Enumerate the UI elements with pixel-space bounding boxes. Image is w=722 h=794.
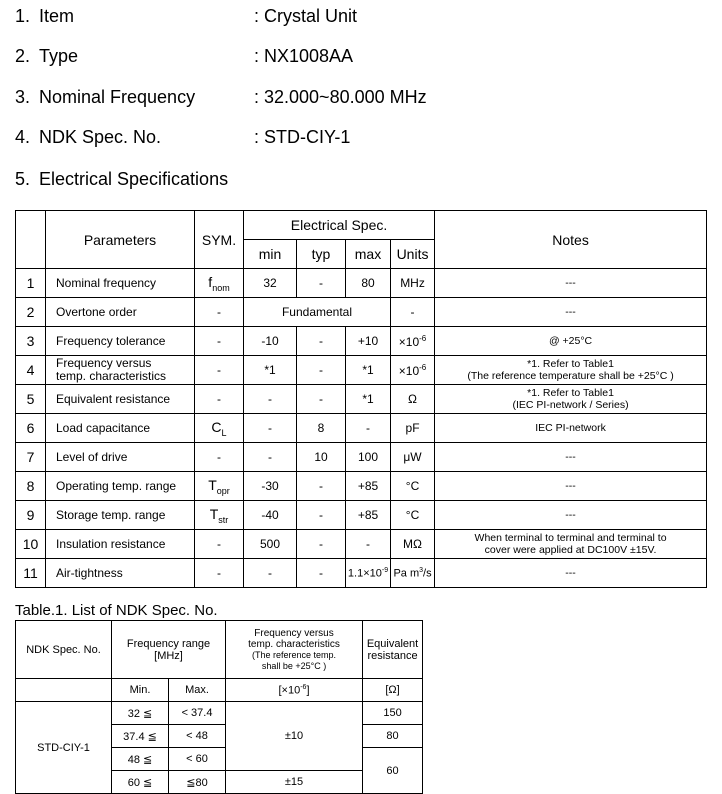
header-typ: typ bbox=[297, 240, 346, 269]
row-max: +85 bbox=[346, 501, 391, 530]
row-parameter: Air-tightness bbox=[46, 559, 195, 588]
row-fundamental: Fundamental bbox=[244, 298, 391, 327]
row-symbol: - bbox=[195, 356, 244, 385]
table-row bbox=[16, 472, 707, 501]
row-notes: --- bbox=[435, 501, 707, 530]
header-max: max bbox=[346, 240, 391, 269]
header-electrical-spec: Electrical Spec. bbox=[244, 211, 435, 240]
row-symbol: - bbox=[195, 443, 244, 472]
row-notes: --- bbox=[435, 269, 707, 298]
row-number: 7 bbox=[16, 443, 46, 472]
frequency-num: 3. bbox=[15, 87, 31, 107]
row-parameter: Overtone order bbox=[46, 298, 195, 327]
row-symbol: - bbox=[195, 530, 244, 559]
row-typ: - bbox=[297, 269, 346, 298]
row-parameter: Storage temp. range bbox=[46, 501, 195, 530]
row-unit: MHz bbox=[391, 269, 435, 298]
row-symbol: $f_{nom}$ bbox=[195, 269, 244, 298]
spec-no-label: NDK Spec. No. bbox=[39, 127, 162, 147]
row-parameter: Frequency versus temp. characteristics bbox=[46, 356, 195, 385]
table-row bbox=[16, 414, 707, 443]
row-max: $1.1\times 10^{-9}$ bbox=[346, 559, 391, 588]
row-unit: - bbox=[391, 298, 435, 327]
ndk-spec-table bbox=[15, 620, 423, 794]
t1-header-spec: NDK Spec. No. bbox=[16, 621, 112, 679]
row-min: - bbox=[244, 414, 297, 443]
row-unit: $\times 10^{-6}$ bbox=[391, 327, 435, 356]
item-line bbox=[15, 6, 358, 27]
t1-max: < 48 bbox=[169, 725, 226, 748]
row-number: 6 bbox=[16, 414, 46, 443]
t1-fvt-b: ±15 bbox=[226, 771, 363, 794]
row-unit: $\times 10^{-6}$ bbox=[391, 356, 435, 385]
header-sym: SYM. bbox=[195, 211, 244, 269]
electrical-label: Electrical Specifications bbox=[39, 169, 229, 189]
row-symbol: $C_L$ bbox=[195, 414, 244, 443]
electrical-spec-table bbox=[15, 210, 707, 588]
row-symbol: $T_{opr}$ bbox=[195, 472, 244, 501]
row-max: - bbox=[346, 414, 391, 443]
row-number: 3 bbox=[16, 327, 46, 356]
row-typ: - bbox=[297, 472, 346, 501]
row-parameter: Insulation resistance bbox=[46, 530, 195, 559]
item-num: 1. bbox=[15, 6, 31, 26]
header-units: Units bbox=[391, 240, 435, 269]
t1-header-freq: Frequency range [MHz] bbox=[112, 621, 226, 679]
row-min: - bbox=[244, 385, 297, 414]
header-parameters: Parameters bbox=[46, 211, 195, 269]
header-min: min bbox=[244, 240, 297, 269]
row-typ: 10 bbox=[297, 443, 346, 472]
row-parameter: Level of drive bbox=[46, 443, 195, 472]
row-min: -40 bbox=[244, 501, 297, 530]
t1-eq-c: 60 bbox=[363, 748, 423, 794]
item-label: Item bbox=[39, 6, 75, 26]
spec-no-line bbox=[15, 127, 351, 148]
frequency-line bbox=[15, 87, 427, 108]
row-typ: - bbox=[297, 356, 346, 385]
row-number: 2 bbox=[16, 298, 46, 327]
row-notes: IEC PI-network bbox=[435, 414, 707, 443]
t1-max: < 37.4 bbox=[169, 702, 226, 725]
row-unit: Pa $m^3/s$ bbox=[391, 559, 435, 588]
t1-spec-no: STD-CIY-1 bbox=[16, 702, 112, 794]
table-row bbox=[16, 443, 707, 472]
spec-no-num: 4. bbox=[15, 127, 31, 147]
row-max: +10 bbox=[346, 327, 391, 356]
type-line bbox=[15, 46, 354, 67]
row-notes: --- bbox=[435, 298, 707, 327]
t1-min: 37.4 ≦ bbox=[112, 725, 169, 748]
row-min: *1 bbox=[244, 356, 297, 385]
t1-header-fvt: Frequency versus temp. characteristics (The reference temp. shall be +25°C ) bbox=[226, 621, 363, 679]
row-typ: - bbox=[297, 327, 346, 356]
row-typ: - bbox=[297, 501, 346, 530]
row-min: 32 bbox=[244, 269, 297, 298]
t1-blank-cell bbox=[16, 679, 112, 702]
row-symbol: $T_{str}$ bbox=[195, 501, 244, 530]
electrical-line bbox=[15, 169, 228, 190]
row-min: - bbox=[244, 559, 297, 588]
row-number: 1 bbox=[16, 269, 46, 298]
row-symbol: - bbox=[195, 385, 244, 414]
row-notes: @ +25°C bbox=[435, 327, 707, 356]
table-row bbox=[16, 269, 707, 298]
t1-min: 48 ≦ bbox=[112, 748, 169, 771]
header-no-cell bbox=[16, 211, 46, 269]
row-unit: °C bbox=[391, 472, 435, 501]
row-typ: - bbox=[297, 530, 346, 559]
row-number: 10 bbox=[16, 530, 46, 559]
t1-min: 60 ≦ bbox=[112, 771, 169, 794]
row-parameter: Operating temp. range bbox=[46, 472, 195, 501]
row-notes: --- bbox=[435, 443, 707, 472]
row-unit: μW bbox=[391, 443, 435, 472]
type-label: Type bbox=[39, 46, 79, 66]
row-notes: --- bbox=[435, 559, 707, 588]
row-min: 500 bbox=[244, 530, 297, 559]
row-typ: 8 bbox=[297, 414, 346, 443]
table-row bbox=[16, 356, 707, 385]
row-symbol: - bbox=[195, 298, 244, 327]
row-parameter: Equivalent resistance bbox=[46, 385, 195, 414]
row-unit: pF bbox=[391, 414, 435, 443]
t1-eq-b: 80 bbox=[363, 725, 423, 748]
t1-min: 32 ≦ bbox=[112, 702, 169, 725]
row-unit: Ω bbox=[391, 385, 435, 414]
t1-eq-a: 150 bbox=[363, 702, 423, 725]
table-row bbox=[16, 530, 707, 559]
table-row bbox=[16, 327, 707, 356]
row-max: *1 bbox=[346, 385, 391, 414]
table1-caption: Table.1. List of NDK Spec. No. bbox=[15, 602, 218, 619]
frequency-value: : 32.000~80.000 MHz bbox=[254, 87, 427, 107]
row-typ: - bbox=[297, 385, 346, 414]
row-number: 4 bbox=[16, 356, 46, 385]
row-max: +85 bbox=[346, 472, 391, 501]
table-row bbox=[16, 298, 707, 327]
row-parameter: Frequency tolerance bbox=[46, 327, 195, 356]
frequency-label: Nominal Frequency bbox=[39, 87, 196, 107]
row-max: 100 bbox=[346, 443, 391, 472]
row-symbol: - bbox=[195, 327, 244, 356]
row-number: 11 bbox=[16, 559, 46, 588]
table-row bbox=[16, 702, 423, 725]
row-unit: MΩ bbox=[391, 530, 435, 559]
row-max: 80 bbox=[346, 269, 391, 298]
row-typ: - bbox=[297, 559, 346, 588]
type-value: : NX1008AA bbox=[254, 46, 354, 66]
t1-header-max: Max. bbox=[169, 679, 226, 702]
table-row bbox=[16, 385, 707, 414]
row-min: -30 bbox=[244, 472, 297, 501]
row-parameter: Load capacitance bbox=[46, 414, 195, 443]
t1-unit-fvt: $[\times 10^{-6}]$ bbox=[226, 679, 363, 702]
row-max: *1 bbox=[346, 356, 391, 385]
row-min: - bbox=[244, 443, 297, 472]
electrical-num: 5. bbox=[15, 169, 31, 189]
item-value: : Crystal Unit bbox=[254, 6, 358, 26]
row-notes: When terminal to terminal and terminal to cover were applied at DC100V ±15V. bbox=[435, 530, 707, 559]
row-symbol: - bbox=[195, 559, 244, 588]
row-parameter: Nominal frequency bbox=[46, 269, 195, 298]
row-min: -10 bbox=[244, 327, 297, 356]
t1-header-min: Min. bbox=[112, 679, 169, 702]
t1-max: < 60 bbox=[169, 748, 226, 771]
table-row bbox=[16, 559, 707, 588]
t1-fvt-a: ±10 bbox=[226, 702, 363, 771]
header-notes: Notes bbox=[435, 211, 707, 269]
t1-header-eq: Equivalent resistance bbox=[363, 621, 423, 679]
type-num: 2. bbox=[15, 46, 31, 66]
row-number: 9 bbox=[16, 501, 46, 530]
spec-no-value: : STD-CIY-1 bbox=[254, 127, 351, 147]
row-number: 5 bbox=[16, 385, 46, 414]
row-notes: *1. Refer to Table1 (IEC PI-network / Series) bbox=[435, 385, 707, 414]
table-row bbox=[16, 501, 707, 530]
row-number: 8 bbox=[16, 472, 46, 501]
row-unit: °C bbox=[391, 501, 435, 530]
row-notes: *1. Refer to Table1 (The reference temperature shall be +25°C ) bbox=[435, 356, 707, 385]
row-max: - bbox=[346, 530, 391, 559]
row-notes: --- bbox=[435, 472, 707, 501]
t1-unit-eq: [Ω] bbox=[363, 679, 423, 702]
t1-max: ≦80 bbox=[169, 771, 226, 794]
